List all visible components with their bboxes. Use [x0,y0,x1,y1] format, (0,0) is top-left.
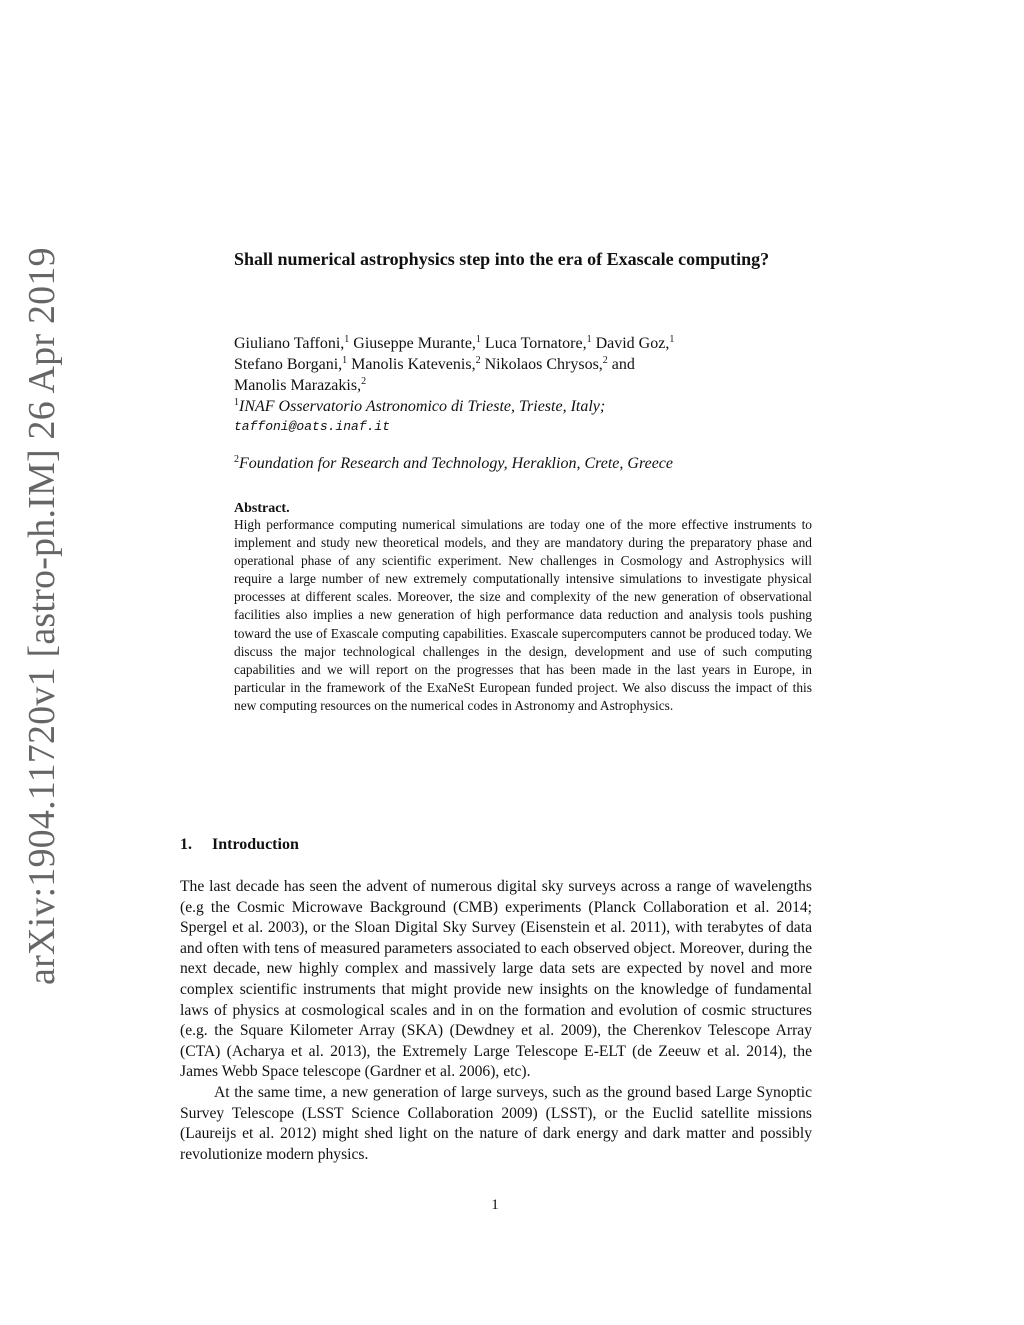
introduction-body [180,877,812,1165]
author-list [234,333,794,396]
arxiv-identifier-stamp: arXiv:1904.11720v1 [astro-ph.IM] 26 Apr 2019 [21,247,63,985]
affiliation-2: $^2$Foundation for Research and Technology, Heraklion, Crete, Greece [234,454,673,472]
author-conjunction: and [611,356,635,373]
section-number: 1. [180,836,192,853]
author: Giuseppe Murante,$^1$ [353,334,481,352]
contact-email[interactable]: taffoni@oats.inaf.it [234,419,391,434]
author: David Goz,$^1$ [595,334,675,352]
abstract-body: High performance computing numerical simulations are today one of the more effective instruments to implement and study new theoretical models, and they are mandatory during the preparatory phase and operational phase of any scientific experiment. New challenges in Cosmology and Astrophysics will require a large number of new extremely computationally intensive simulations to investigate physical processes at different scales. Moreover, the size and complexity of the new generation of observational facilities also implies a new generation of high performance data reduction and analysis tools pushing toward the use of Exascale computing capabilities. Exascale supercomputers cannot be produced today. We discuss the major technological challenges in the design, development and use of such computing capabilities and we will report on the progresses that has been made in the last years in Europe, in particular in the framework of the ExaNeSt European funded project. We also discuss the impact of this new computing resources on the numerical codes in Astronomy and Astrophysics. [234,517,812,713]
author: Giuliano Taffoni,$^1$ [234,334,350,352]
paragraph: At the same time, a new generation of large surveys, such as the ground based Large Synoptic Survey Telescope (LSST Science Collaboration 2009) (LSST), or the Euclid satellite missions (Laureijs et al. 2012) might shed light on the nature of dark energy and dark matter and possibly revolutionize modern physics. [180,1083,812,1163]
abstract-heading: Abstract. [234,501,290,516]
section-heading-introduction [180,835,299,855]
author: Stefano Borgani,$^1$ [234,355,348,373]
paper-title: Shall numerical astrophysics step into the era of Exascale computing? [234,249,770,269]
page-number: 1 [491,1197,499,1213]
author: Luca Tornatore,$^1$ [484,334,592,352]
author: Nikolaos Chrysos,$^2$ [484,355,608,373]
affiliation-1: $^1$INAF Osservatorio Astronomico di Trieste, Trieste, Italy; [234,397,606,415]
author: Manolis Marazakis,$^2$ [234,376,367,394]
section-title: Introduction [212,836,299,853]
paragraph: The last decade has seen the advent of numerous digital sky surveys across a range of wavelengths (e.g the Cosmic Microwave Background (CMB) experiments (Planck Collaboration et al. 2014; Spergel et al. 2003), or the Sloan Digital Sky Survey (Eisenstein et al. 2011), with terabytes of data and often with tens of measured parameters associated to each observed object. Moreover, during the next decade, new highly complex and massively large data sets are expected by novel and more complex scientific instruments that might provide new insights on the knowledge of fundamental laws of physics at cosmological scales and in on the formation and evolution of cosmic structures (e.g. the Square Kilometer Array (SKA) (Dewdney et al. 2009), the Cherenkov Telescope Array (CTA) (Acharya et al. 2013), the Extremely Large Telescope E-ELT (de Zeeuw et al. 2014), the James Webb Space telescope (Gardner et al. 2006), etc). [180,878,812,1081]
author: Manolis Katevenis,$^2$ [351,355,481,373]
